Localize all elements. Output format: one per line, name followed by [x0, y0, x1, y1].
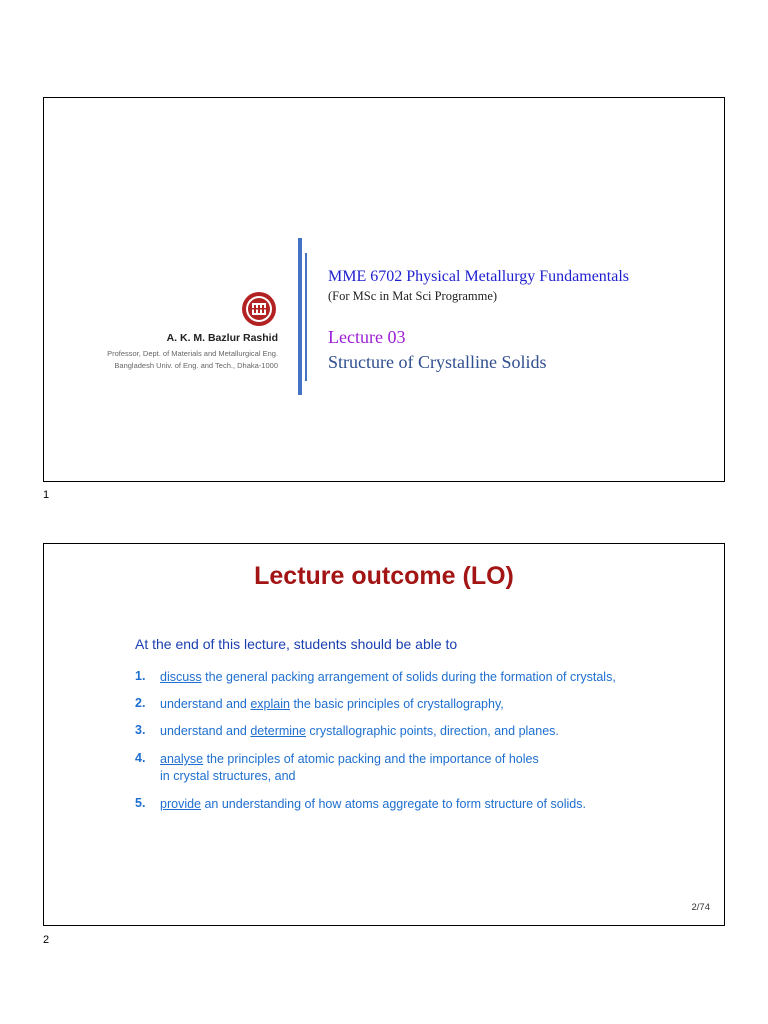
intro-text: At the end of this lecture, students should be able to	[135, 636, 458, 652]
outcome-number: 1.	[135, 669, 146, 683]
outcome-verb: provide	[160, 797, 201, 811]
page-number: 1	[43, 489, 50, 501]
title-slide	[43, 97, 725, 482]
outcome-verb: explain	[250, 697, 290, 711]
outcome-number: 4.	[135, 751, 146, 765]
university-logo-icon	[241, 291, 277, 327]
page-number: 2	[43, 934, 50, 946]
course-subtitle: (For MSc in Mat Sci Programme)	[328, 289, 498, 303]
slide-counter: 2/74	[691, 902, 710, 913]
outcome-verb: discuss	[160, 670, 202, 684]
outcome-number: 2.	[135, 696, 146, 710]
outcome-text: the general packing arrangement of solids during the formation of crystals,	[201, 670, 616, 684]
outcome-prefix: understand and	[160, 697, 251, 711]
author-affiliation: Bangladesh Univ. of Eng. and Tech., Dhaka-1000	[114, 361, 278, 370]
lecture-title: Structure of Crystalline Solids	[328, 352, 547, 372]
outcome-verb: determine	[250, 724, 306, 738]
slide-title: Lecture outcome (LO)	[254, 562, 514, 590]
author-position: Professor, Dept. of Materials and Metallurgical Eng.	[107, 349, 278, 358]
outcome-text: the basic principles of crystallography,	[289, 697, 504, 711]
author-name: A. K. M. Bazlur Rashid	[166, 332, 278, 344]
lecture-number: Lecture 03	[328, 327, 406, 347]
outcome-verb: analyse	[160, 752, 204, 766]
outcome-number: 3.	[135, 723, 146, 737]
lecture-outcome-slide	[43, 543, 725, 926]
course-title: MME 6702 Physical Metallurgy Fundamentals	[328, 268, 630, 285]
outcome-text: crystallographic points, direction, and planes.	[305, 724, 559, 738]
outcome-text: an understanding of how atoms aggregate to form structure of solids.	[201, 797, 586, 811]
accent-bar-thin	[305, 253, 307, 381]
accent-bar	[298, 238, 302, 395]
outcome-text-line2: in crystal structures, and	[160, 769, 296, 783]
outcome-prefix: understand and	[160, 724, 251, 738]
outcome-number: 5.	[135, 796, 146, 810]
outcome-text: the principles of atomic packing and the importance of holes	[203, 752, 539, 766]
